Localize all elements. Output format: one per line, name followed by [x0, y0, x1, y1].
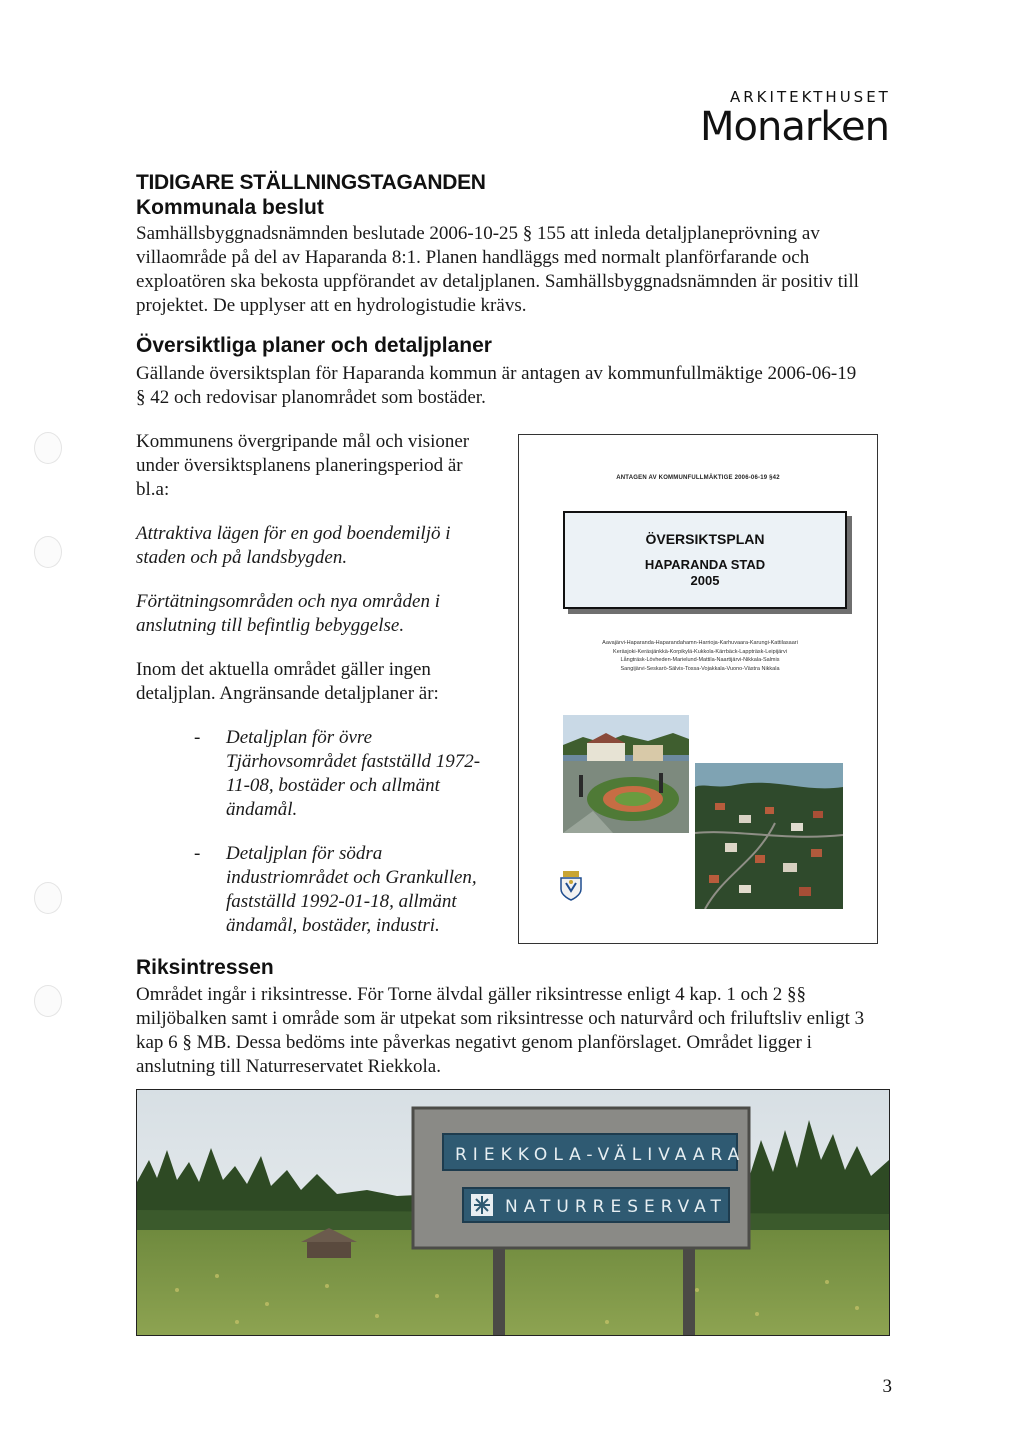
- text-line: staden och på landsbygden.: [136, 547, 348, 568]
- text-line: Kommunens övergripande mål och visioner: [136, 431, 470, 452]
- text-line: bl.a:: [136, 479, 170, 500]
- text-line: industriområdet och Grankullen,: [226, 867, 477, 888]
- list-item-tjarhov: [226, 726, 516, 822]
- paragraph-kommunala: [136, 222, 896, 318]
- punch-hole: [34, 985, 62, 1017]
- text-line: Gällande översiktsplan för Haparanda kommun är antagen av kommunfullmäktige 2006-06-19: [136, 363, 857, 384]
- nature-reserve-sign-photo: [136, 1089, 890, 1336]
- goal-densification: [136, 590, 506, 638]
- text-line: projektet. De upplyser att en hydrologistudie krävs.: [136, 295, 527, 316]
- goal-attractive-locations: [136, 522, 506, 570]
- oversiktsplan-cover-image: [518, 434, 878, 944]
- text-line: Området ingår i riksintresse. För Torne älvdal gäller riksintresse enligt 4 kap. 1 och 2 §§: [136, 984, 807, 1005]
- text-line: Detaljplan för övre: [226, 727, 372, 748]
- text-line: detaljplan. Angränsande detaljplaner är:: [136, 683, 439, 704]
- paragraph-detaljplan: [136, 658, 506, 706]
- list-dash: -: [194, 727, 201, 748]
- cover-place-line: Sangijärvi-Seskarö-Sälvis-Tossa-Vojakkala-Vuono-Västra Nikkala: [620, 665, 780, 672]
- punch-hole: [34, 882, 62, 914]
- sign-line-1: RIEKKOLA-VÄLIVAARA: [455, 1145, 746, 1165]
- text-line: Samhällsbyggnadsnämnden beslutade 2006-10-25 § 155 att inleda detaljplaneprövning av: [136, 223, 820, 244]
- cover-place-line: Aavajärvi-Haparanda-Haparandahamn-Harrioja-Karhuvaara-Karungi-Kattilasaari: [602, 640, 798, 646]
- brand-logo: Monarken: [700, 104, 889, 150]
- section-heading-oversikt: Översiktliga planer och detaljplaner: [136, 334, 492, 357]
- text-line: § 42 och redovisar planområdet som bostäder.: [136, 387, 486, 408]
- cover-year: 2005: [690, 573, 720, 588]
- list-item-grankullen: [226, 842, 516, 938]
- paragraph-intro: [136, 430, 506, 502]
- punch-hole: [34, 432, 62, 464]
- cover-header: ANTAGEN AV KOMMUNFULLMÄKTIGE 2006-06-19 §42: [616, 475, 780, 481]
- text-line: ändamål, bostäder, industri.: [226, 915, 440, 936]
- text-line: villaområde på del av Haparanda 8:1. Planen handläggs med normalt planförfarande och: [136, 247, 810, 268]
- page-number: 3: [882, 1376, 892, 1397]
- section-heading-riksintressen: Riksintressen: [136, 956, 274, 979]
- cover-place-list: [575, 639, 825, 673]
- text-line: anslutning till befintlig bebyggelse.: [136, 615, 405, 636]
- sign-line-2: NATURRESERVAT: [505, 1197, 727, 1217]
- text-line: Förtätningsområden och nya områden i: [136, 591, 440, 612]
- coat-of-arms-icon: [559, 871, 583, 901]
- text-line: 11-08, bostäder och allmänt: [226, 775, 440, 796]
- list-dash: -: [194, 843, 201, 864]
- paragraph-oversikt: [136, 362, 896, 410]
- text-line: anslutning till Naturreservatet Riekkola.: [136, 1056, 441, 1077]
- punch-hole: [34, 536, 62, 568]
- town-square-photo: [563, 715, 689, 833]
- page-title: TIDIGARE STÄLLNINGSTAGANDEN: [136, 171, 486, 194]
- brand-top: ARKITEKTHUSET: [730, 88, 891, 106]
- text-line: Tjärhovsområdet fastställd 1972-: [226, 751, 481, 772]
- text-line: exploatören ska bekosta uppförandet av detaljplanen. Samhällsbyggnadsnämnden är positiv till: [136, 271, 859, 292]
- cover-title: ÖVERSIKTSPLAN: [645, 531, 765, 547]
- text-line: Attraktiva lägen för en god boendemiljö i: [136, 523, 451, 544]
- cover-title-box: [563, 511, 847, 609]
- cover-place-line: Långträsk-Lövheden-Marielund-Mattila-Naartijärvi-Nikkala-Salmis: [620, 657, 780, 663]
- cover-subtitle-line: HAPARANDA STAD: [644, 557, 766, 572]
- text-line: miljöbalken samt i område som är utpekat som riksintresse och naturvård och friluftsliv enligt 3: [136, 1008, 865, 1029]
- text-line: Detaljplan för södra: [226, 843, 383, 864]
- section-heading-kommunala: Kommunala beslut: [136, 196, 324, 219]
- text-line: under översiktsplanens planeringsperiod är: [136, 455, 463, 476]
- text-line: kap 6 § MB. Dessa bedöms inte påverkas negativt genom planförslaget. Området ligger i: [136, 1032, 812, 1053]
- aerial-town-photo: [695, 763, 843, 909]
- cover-place-line: Keräsjoki-Keräsjänkkä-Korpikylä-Kukkola-Kärrbäck-Lappträsk-Leipijärvi: [613, 648, 787, 655]
- text-line: ändamål.: [226, 799, 298, 820]
- paragraph-riksintressen: [136, 983, 896, 1079]
- cover-subtitle: [565, 557, 845, 589]
- text-line: fastställd 1992-01-18, allmänt: [226, 891, 457, 912]
- text-line: Inom det aktuella området gäller ingen: [136, 659, 431, 680]
